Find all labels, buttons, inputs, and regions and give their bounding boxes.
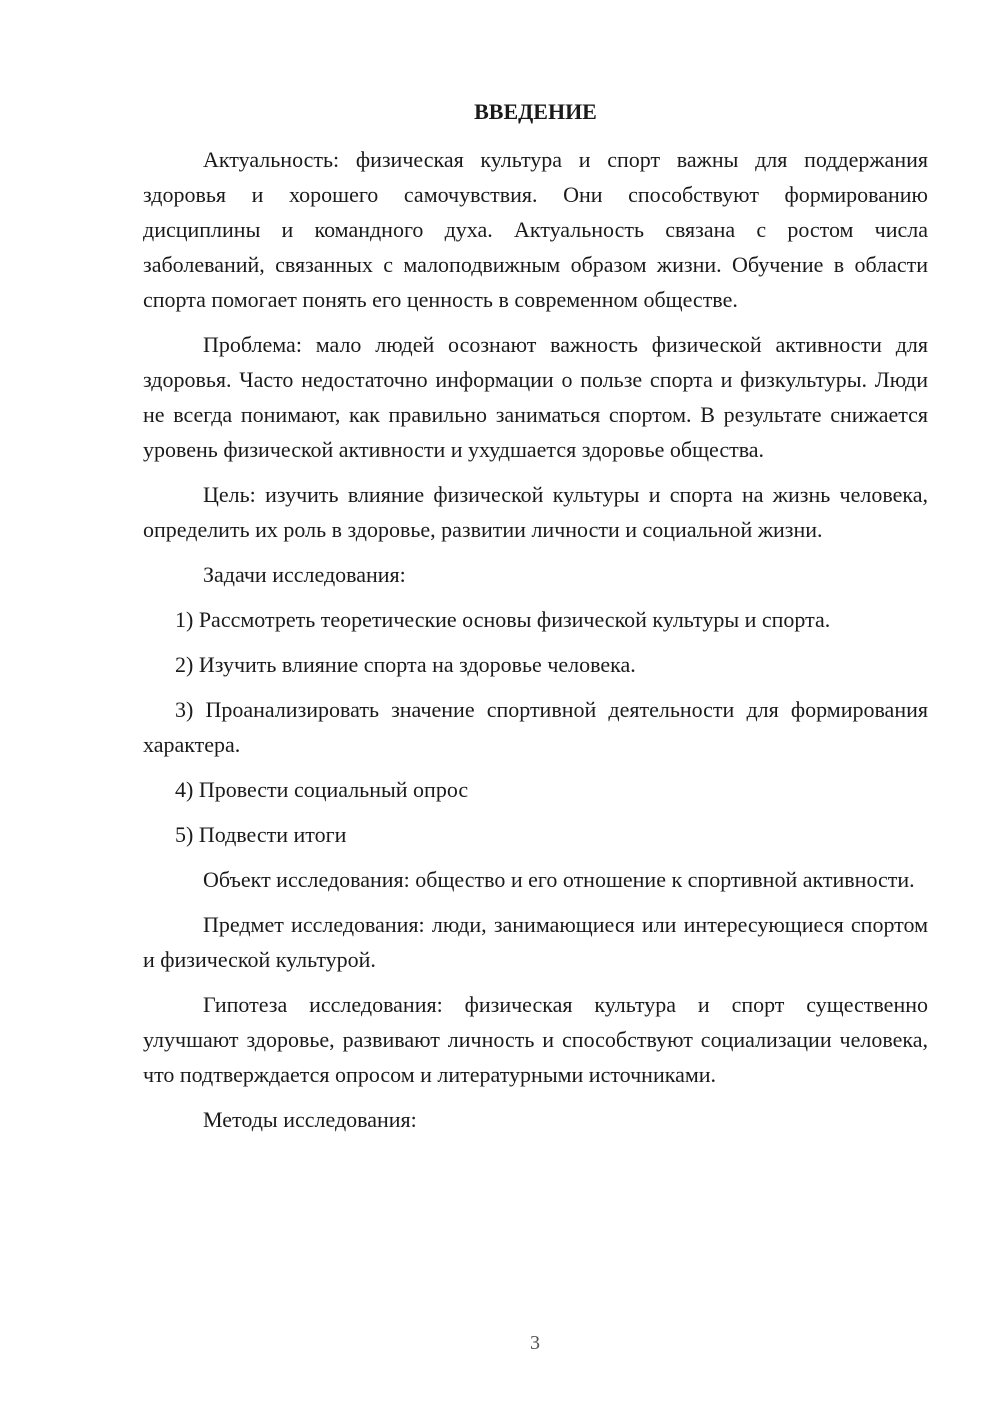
tasks-heading: Задачи исследования: — [203, 562, 406, 587]
relevance-paragraph: Актуальность: физическая культура и спорт важны для поддержания здоровья и хорошего самочувствия. Они способствуют формированию дисциплины и командного духа. Актуальность связана с ростом числа заболеваний, связанных с малоподвижным образом жизни. Обучение в области спорта помогает понять его ценность в современном обществе. — [143, 147, 928, 312]
page-number: 3 — [530, 1332, 540, 1354]
methods-heading: Методы исследования: — [203, 1107, 417, 1132]
object-paragraph: Объект исследования: общество и его отношение к спортивной активности. — [203, 867, 915, 892]
task-item: 1) Рассмотреть теоретические основы физической культуры и спорта. — [175, 607, 831, 632]
subject-paragraph: Предмет исследования: люди, занимающиеся или интересующиеся спортом и физической культурой. — [143, 912, 928, 972]
problem-paragraph: Проблема: мало людей осознают важность физической активности для здоровья. Часто недостаточно информации о пользе спорта и физкультуры. Люди не всегда понимают, как правильно заниматься спортом. В результате снижается уровень физической активности и ухудшается здоровье общества. — [143, 332, 928, 462]
task-item: 2) Изучить влияние спорта на здоровье человека. — [175, 652, 636, 677]
task-item: 4) Провести социальный опрос — [175, 777, 469, 802]
section-title: ВВЕДЕНИЕ — [474, 99, 597, 124]
task-item: 3) Проанализировать значение спортивной деятельности для формирования характера. — [143, 697, 928, 757]
goal-paragraph: Цель: изучить влияние физической культуры и спорта на жизнь человека, определить их роль в здоровье, развитии личности и социальной жизни. — [143, 482, 928, 542]
hypothesis-paragraph: Гипотеза исследования: физическая культура и спорт существенно улучшают здоровье, развивают личность и способствуют социализации человека, что подтверждается опросом и литературными источниками. — [143, 992, 928, 1087]
page-body — [143, 94, 928, 1147]
task-item: 5) Подвести итоги — [175, 822, 347, 847]
